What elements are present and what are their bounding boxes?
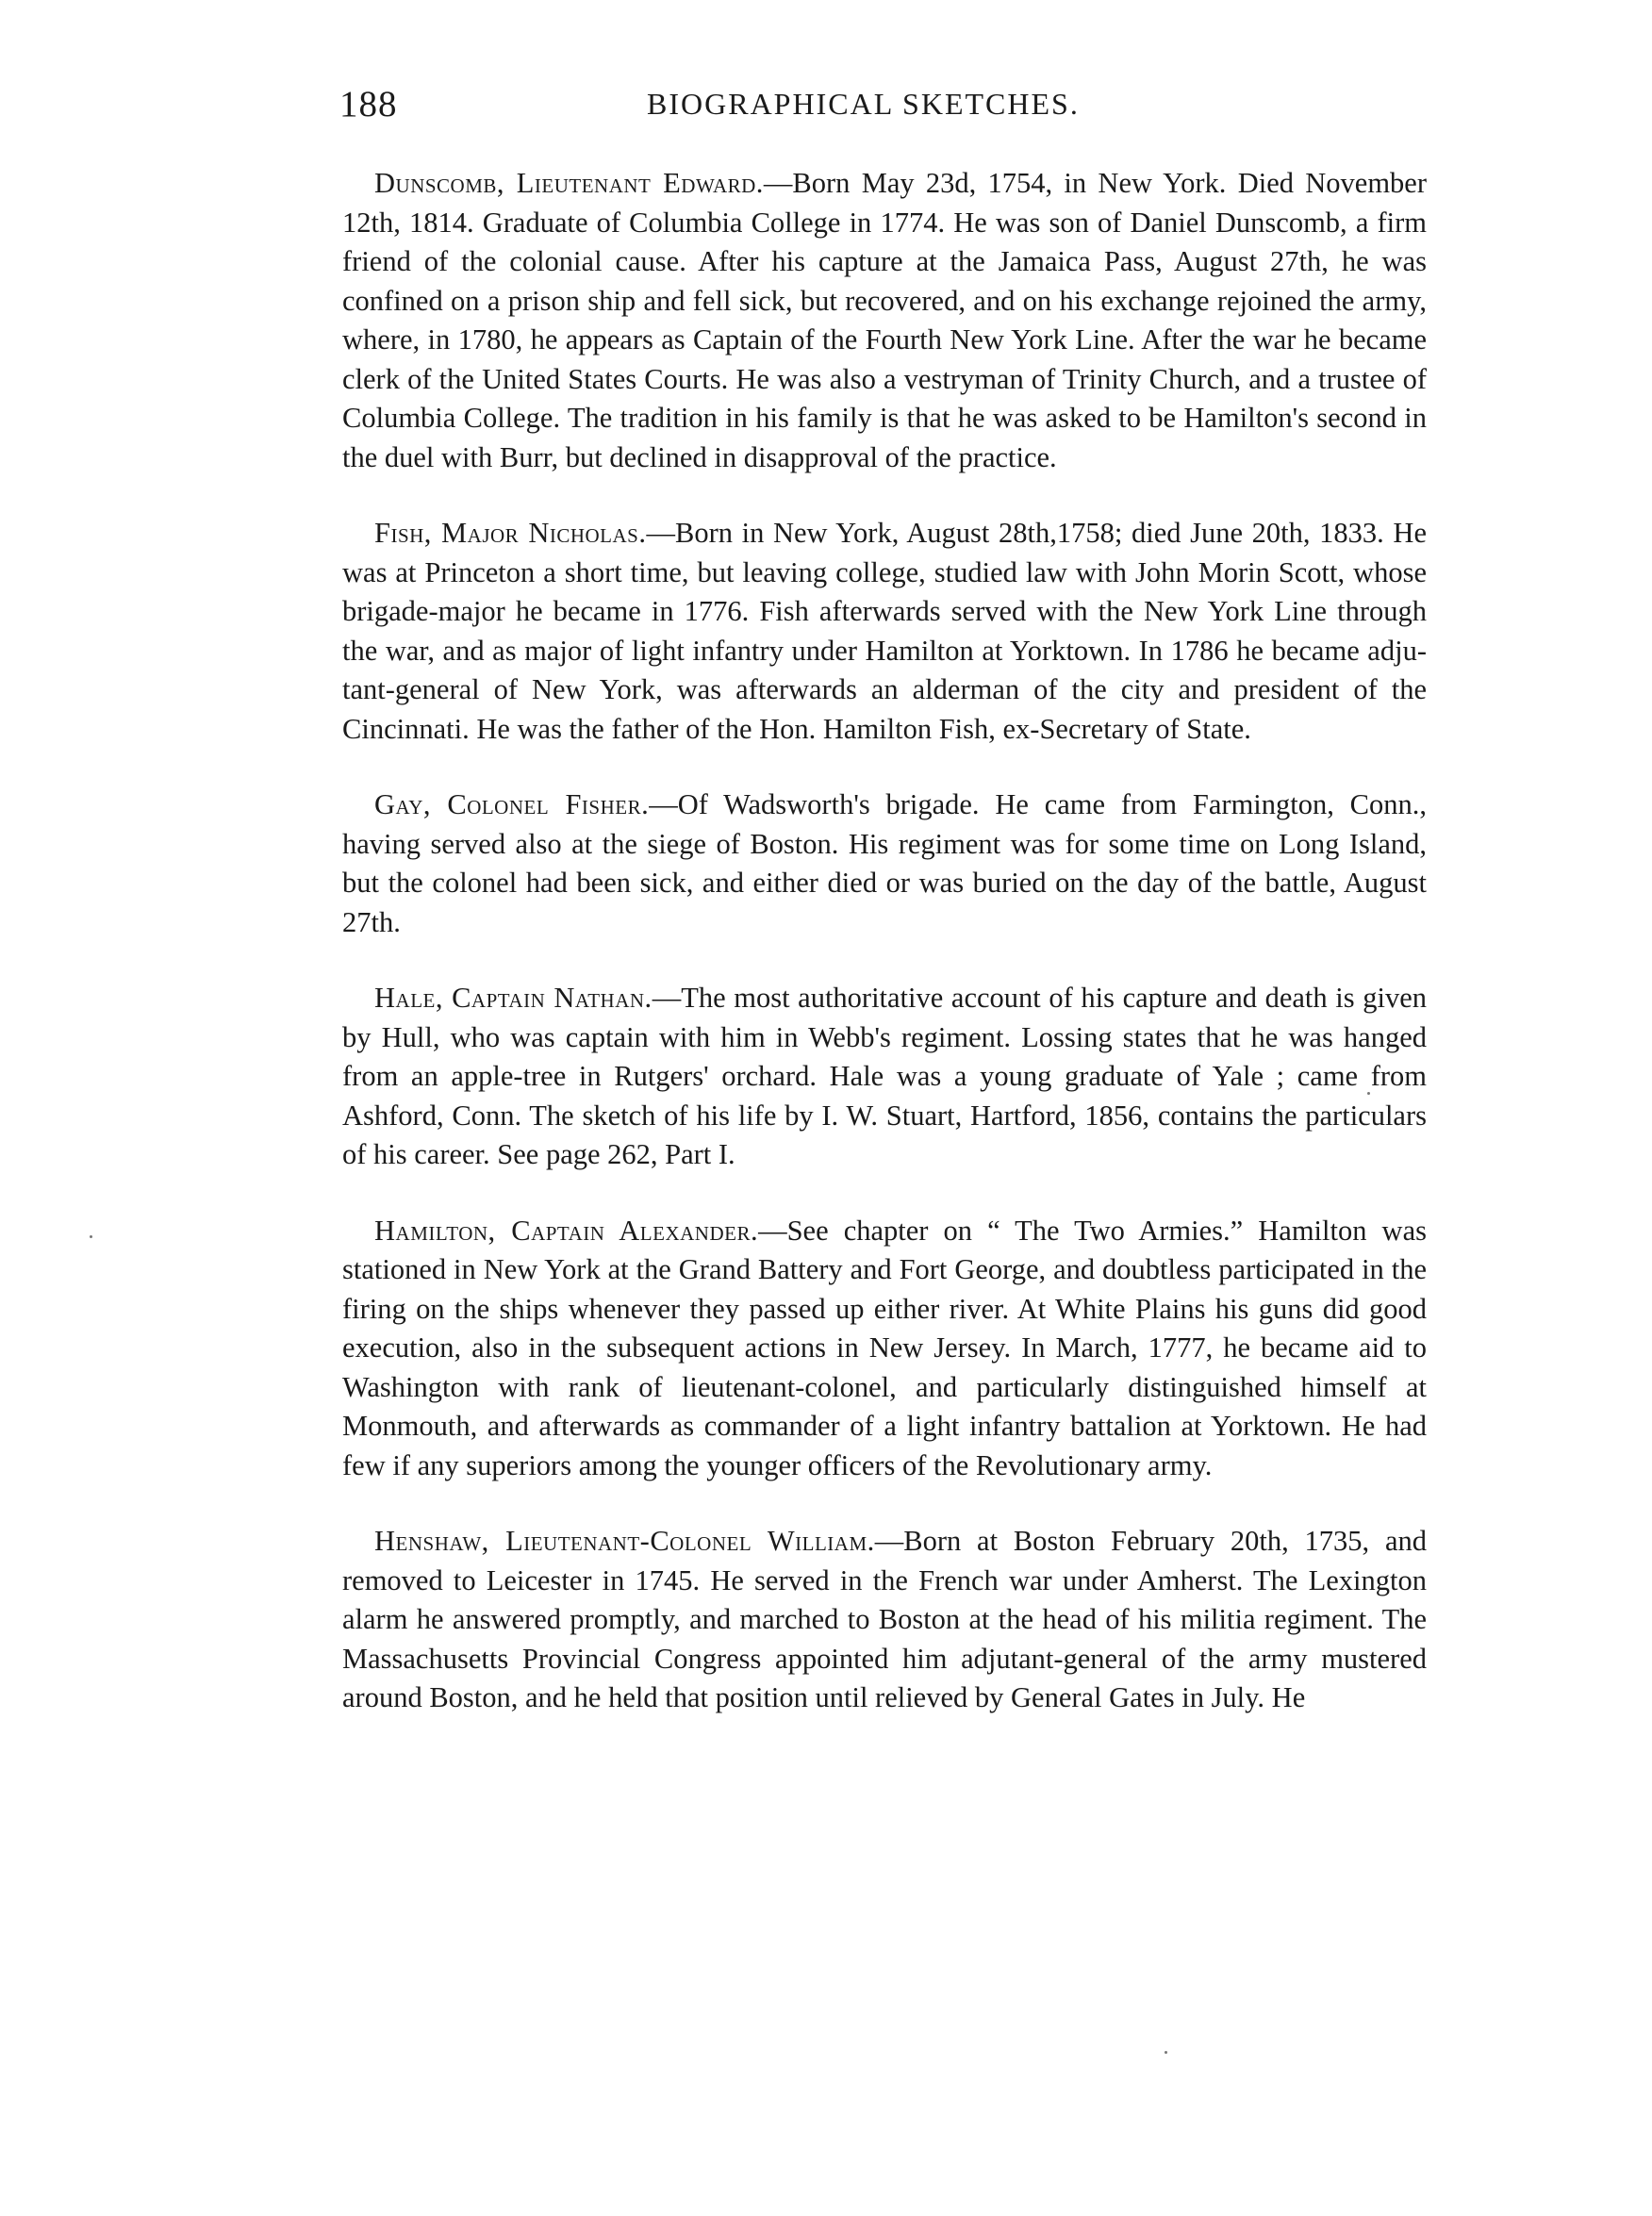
entry-text: —Born May 23d, 1754, in New York. Died November 12th, 1814. Graduate of Columbia College in 1774. He was son of Daniel Dunscomb, a firm friend of the colonial cause. After his capture at the Jamaica Pass, August 27th, he was confined on a prison ship and fell sick, but recovered, and on his exchange rejoined the army, where, in 1780, he appears as Captain of the Fourth New York Line. After the war he became clerk of the United States Courts. He was also a vestryman of Trinity Church, and a trustee of Columbia College. The tradition in his family is that he was asked to be Hamilton's second in the duel with Burr, but declined in disapproval of the practice.	[342, 167, 1427, 473]
page-number: 188	[339, 84, 398, 124]
entry-text: —Born in New York, August 28th,1758; died June 20th, 1833. He was at Princeton a short time, but leaving college, studied law with John Morin Scott, whose brigade-major he became in 1776. Fish afterwards served with the New York Line through the war, and as major of light infantry under Hamilton at Yorktown. In 1786 he became adjutant-general of New York, was afterwards an alderman of the city and president of the Cincinnati. He was the father of the Hon. Hamilton Fish, ex-Secretary of State.	[342, 517, 1427, 745]
entry-name: Hamilton, Captain Alexander.	[374, 1214, 759, 1247]
entry-name: Gay, Colonel Fisher.	[374, 788, 650, 820]
entry-name: Dunscomb, Lieutenant Edward.	[374, 167, 764, 199]
entry-text: —The most authoritative account of his capture and death is given by Hull, who was captain with him in Webb's regiment. Lossing states that he was hanged from an apple-tree in Rutgers' orchard. Hale was a young graduate of Yale ; came from Ashford, Conn. The sketch of his life by I. W. Stuart, Hartford, 1856, contains the particulars of his career. See page 262, Part I.	[342, 982, 1427, 1170]
paper-speck	[90, 1235, 92, 1238]
entry-gay	[342, 786, 1427, 942]
entry-name: Hale, Captain Nathan.	[374, 982, 653, 1014]
entry-name: Fish, Major Nicholas.	[374, 517, 647, 549]
entry-text: —See chapter on “ The Two Armies.” Hamilton was stationed in New York at the Grand Battery and Fort George, and doubtless participated in the firing on the ships whenever they passed up either river. At White Plains his guns did good execution, also in the subsequent actions in New Jersey. In March, 1777, he became aid to Washington with rank of lieutenant-colonel, and particularly distinguished himself at Monmouth, and afterwards as commander of a light infantry battalion at Yorktown. He had few if any superiors among the younger officers of the Revolutionary army.	[342, 1214, 1427, 1481]
entry-fish	[342, 514, 1427, 749]
paper-speck	[1165, 2051, 1167, 2054]
paper-speck	[1367, 1092, 1370, 1095]
entry-hamilton	[342, 1212, 1427, 1486]
entry-dunscomb	[342, 164, 1427, 477]
entry-hale	[342, 979, 1427, 1175]
entry-text: —Born at Boston February 20th, 1735, and removed to Leicester in 1745. He served in the French war under Amherst. The Lexington alarm he answered promptly, and marched to Boston at the head of his militia regiment. The Massachusetts Provincial Congress appointed him adjutant-general of the army mustered around Boston, and he held that position until relieved by General Gates in July. He	[342, 1525, 1427, 1713]
entry-henshaw	[342, 1522, 1427, 1718]
page-header-title: BIOGRAPHICAL SKETCHES.	[647, 87, 1080, 121]
biographical-entries	[342, 164, 1427, 1755]
running-head	[339, 83, 1433, 124]
entry-text: —Of Wadsworth's brigade. He came from Farmington, Conn., having served also at the siege of Boston. His regiment was for some time on Long Island, but the colonel had been sick, and either died or was buried on the day of the battle, August 27th.	[342, 788, 1428, 938]
entry-name: Henshaw, Lieutenant-Colonel William.	[374, 1525, 875, 1557]
